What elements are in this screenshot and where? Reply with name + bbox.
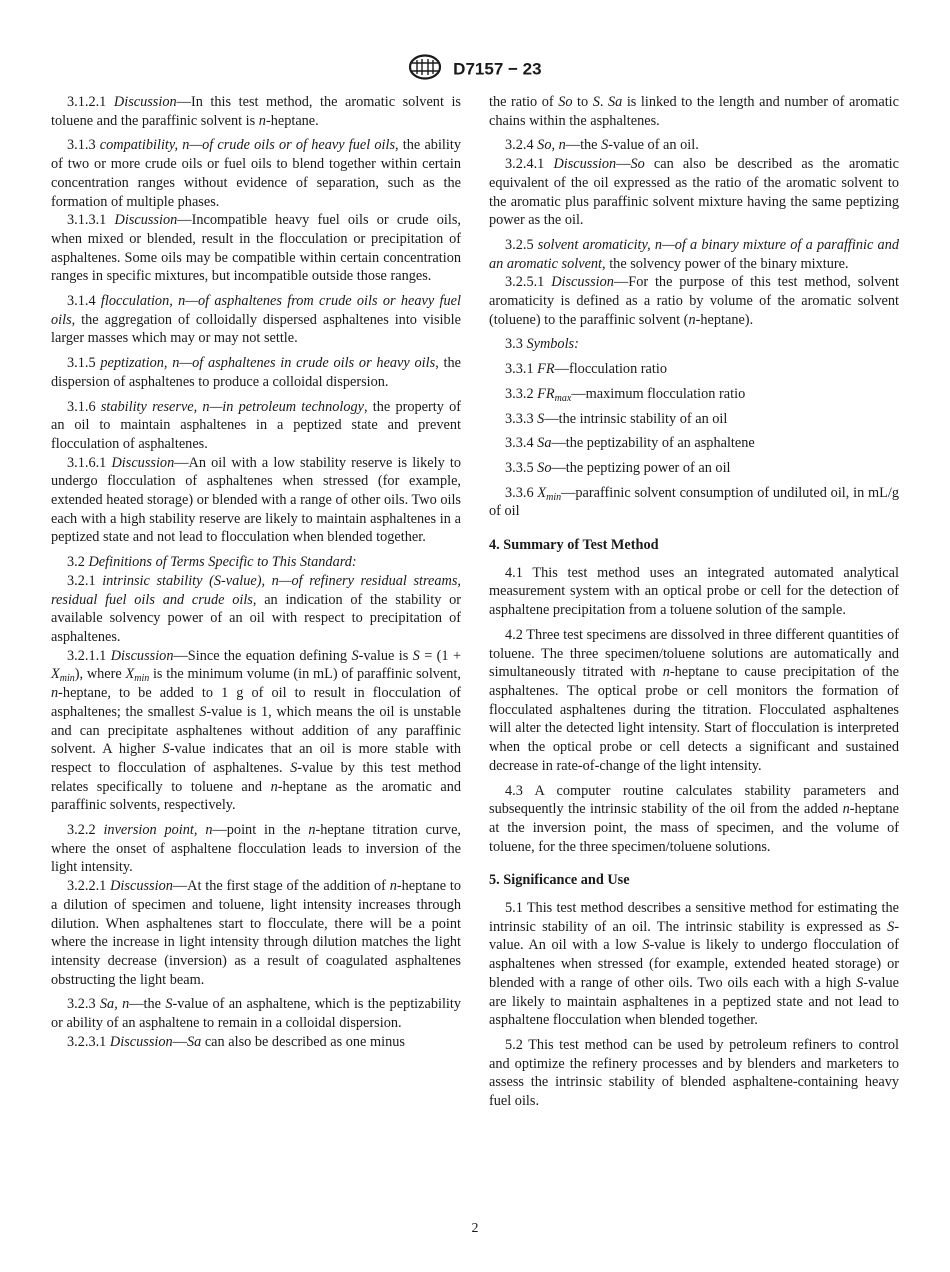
section-3-2: 3.2 Definitions of Terms Specific to This Standard:: [67, 554, 357, 571]
section-3-1-6-1: 3.1.6.1 Discussion—An oil with a low stability reserve is likely to undergo flocculation of asphaltenes when stressed (for example, extended heated storage) or blended with a range of other oils. Two oils each with a high stability reserve are likely to maintain asphaltenes in a peptized state and not lead to flocculation when blended together.: [51, 454, 462, 546]
section-5-1: 5.1 This test method describes a sensitive method for estimating the intrinsic stability of an oil. The intrinsic stability is expressed as S-value. An oil with a low S-value is likely to undergo flocculation of asphaltenes when stressed (for example, extended heated storage) or blended with a range of other oils. Two oils each with a high S-value are likely to maintain asphaltenes in a peptized state and not lead to asphaltene flocculation when blended together.: [489, 900, 899, 1029]
section-3-2-3: 3.2.3 Sa, n—the S-value of an asphaltene, which is the peptizability or ability of an asphaltene to remain in a colloidal dispersion.: [51, 996, 462, 1032]
left-column: [51, 93, 461, 1051]
section-3-2-1: 3.2.1 intrinsic stability (S-value), n—of refinery residual streams, residual fuel oils and crude oils, an indication of the stability or available solvency power of an oil with respect to precipitation of asphaltenes.: [51, 572, 462, 645]
symbol-3-3-5: 3.3.5 So—the peptizing power of an oil: [505, 459, 731, 476]
section-3-2-1-1: 3.2.1.1 Discussion—Since the equation defining S-value is $S = (1 + X_{min})$, where $X_{min}$ is the minimum volume (in mL) of paraffinic solvent, n-heptane, to be added to 1 g of oil to result in flocculation of asphaltenes; the smallest S-value is 1, which means the oil is unstable and can precipitate asphaltenes without addition of any paraffinic solvent. A higher S-value indicates that an oil is more stable with respect to flocculation of asphaltenes. S-value by this test method relates specifically to toluene and n-heptane as the aromatic and paraffinic solvents, respectively.: [51, 647, 462, 814]
section-3-2-5-1: 3.2.5.1 Discussion—For the purpose of this test method, solvent aromaticity is defined as a ratio by volume of the aromatic solvent (toluene) to the paraffinic solvent (n-heptane).: [489, 274, 899, 328]
section-3-1-5: 3.1.5 peptization, n—of asphaltenes in crude oils or heavy oils, the dispersion of asphaltenes to produce a colloidal dispersion.: [51, 355, 461, 390]
section-4-3: 4.3 A computer routine calculates stability parameters and subsequently the intrinsic stability of the oil from the added n-heptane at the inversion point, the mass of specimen, and the volume of toluene, for the three specimen/toluene solutions.: [489, 782, 899, 855]
section-3-1-4: 3.1.4 flocculation, n—of asphaltenes from crude oils or heavy fuel oils, the aggregation of colloidally dispersed asphaltenes into visible larger masses which may or may not settle.: [51, 293, 462, 347]
section-3-2-4-1: 3.2.4.1 Discussion—So can also be described as the aromatic equivalent of the oil expressed as the ratio of the aromatic solvent to the aromatic plus paraffinic solvent mixture having the same peptizing power as the oil.: [489, 156, 899, 229]
section-3-2-5: 3.2.5 solvent aromaticity, n—of a binary mixture of a paraffinic and an aromatic solvent, the solvency power of the binary mixture.: [489, 236, 899, 272]
symbol-3-3-2: 3.3.2 $FR_{max}—maximum$ flocculation ratio: [505, 385, 746, 404]
right-column: [489, 93, 899, 1111]
section-3-1-3-1: 3.1.3.1 Discussion—Incompatible heavy fuel oils or crude oils, when mixed or blended, result in the flocculation or precipitation of asphaltenes. Some oils may be compatible within certain concentration ranges in specific mixtures, but incompatible outside those ranges.: [51, 212, 461, 285]
section-3-2-2-1: 3.2.2.1 Discussion—At the first stage of the addition of n-heptane to a dilution of specimen and toluene, light intensity increases through dilution. When asphaltenes start to flocculate, there will be a point where the increase in light intensity through dilution matches the light intensity decrease (inversion) as a result of coagulated asphaltenes obstructing the light beam.: [51, 878, 461, 988]
section-3-2-3-1-continued: the ratio of So to S. Sa is linked to the length and number of aromatic chains within the asphaltenes.: [489, 94, 899, 129]
symbol-3-3-4: 3.3.4 Sa—the peptizability of an asphaltene: [505, 435, 755, 452]
section-3-3: 3.3 Symbols:: [505, 336, 579, 353]
astm-logo-icon: [408, 54, 442, 85]
standard-designation: D7157 − 23: [453, 59, 542, 79]
section-3-1-6: 3.1.6 stability reserve, n—in petroleum technology, the property of an oil to maintain asphaltenes in a peptized state and prevent flocculation of asphaltenes.: [51, 398, 462, 452]
page-number: 2: [471, 1221, 479, 1236]
section-4-2: 4.2 Three test specimens are dissolved in three different quantities of toluene. The three specimen/toluene solutions are automatically and simultaneously titrated with n-heptane to cause precipitation of the asphaltenes. The optical probe or cell monitors the formation of flocculated asphaltenes during the titration. Flocculated asphaltenes will alter the detected light intensity. Start of flocculation is interpreted when the optical probe or cell detects a significant and sustained decrease in rate-of-change of the light intensity.: [489, 626, 899, 774]
section-3-2-4: 3.2.4 So, n—the S-value of an oil.: [505, 137, 699, 154]
symbol-3-3-1: 3.3.1 FR—flocculation ratio: [505, 361, 667, 378]
page-header: [0, 54, 950, 85]
section-5-heading: 5. Significance and Use: [489, 872, 630, 889]
section-3-2-3-1: 3.2.3.1 Discussion—Sa can also be described as one minus: [67, 1033, 405, 1050]
symbol-3-3-6: 3.3.6 $X_{min}—paraffinic$ solvent consumption of undiluted oil, in mL/g of oil: [489, 484, 899, 520]
section-4-1: 4.1 This test method uses an integrated automated analytical measurement system with an optical probe or cell for the detection of asphaltene precipitation from a toluene solution of the sample.: [489, 564, 899, 619]
section-3-2-2: 3.2.2 inversion point, n—point in the n-heptane titration curve, where the onset of asphaltene flocculation leads to inversion of the light intensity.: [51, 822, 461, 876]
section-4-heading: 4. Summary of Test Method: [489, 537, 659, 554]
section-5-2: 5.2 This test method can be used by petroleum refiners to control and optimize the refinery processes and by blenders and marketers to assess the intrinsic stability of blended asphaltene-containing heavy fuel oils.: [489, 1036, 899, 1110]
section-3-1-2-1: 3.1.2.1 Discussion—In this test method, the aromatic solvent is toluene and the paraffinic solvent is n-heptane.: [51, 94, 461, 129]
section-3-1-3: 3.1.3 compatibility, n—of crude oils or of heavy fuel oils, the ability of two or more crude oils or fuel oils to blend together within certain concentration ranges without evidence of separation, such as the formation of multiple phases.: [51, 137, 461, 210]
symbol-3-3-3: 3.3.3 S—the intrinsic stability of an oil: [505, 410, 728, 427]
